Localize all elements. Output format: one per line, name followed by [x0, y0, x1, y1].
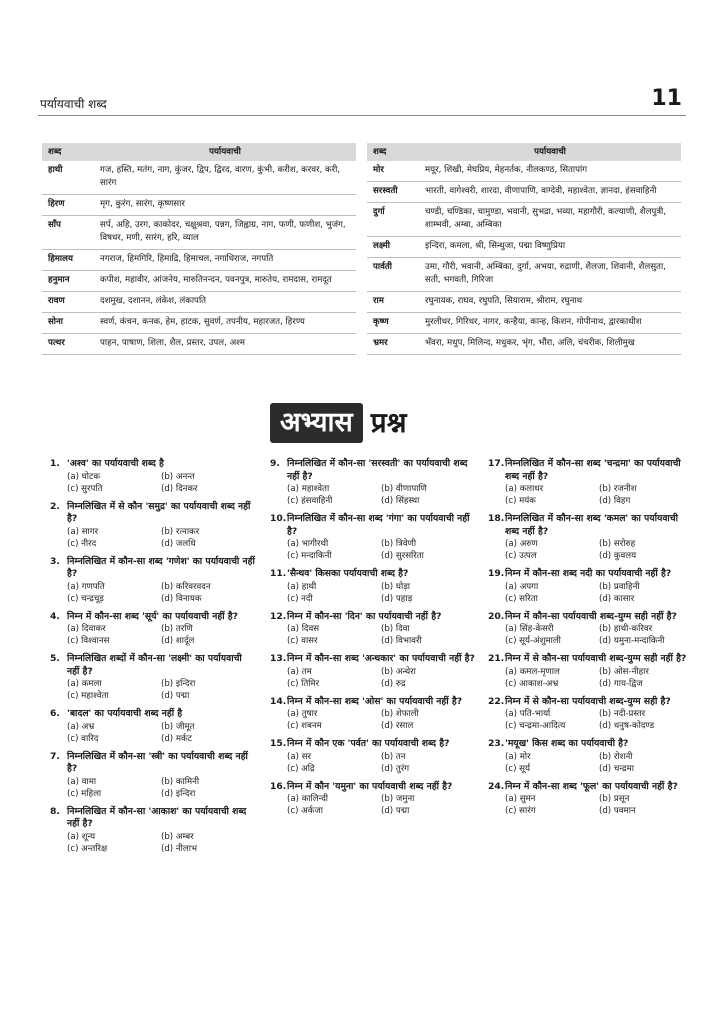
question-stem: निम्नलिखित में कौन-सा 'सरस्वती' का पर्यायवाची शब्द नहीं है?: [287, 458, 468, 482]
answer-option: (b) तन: [381, 751, 406, 762]
question-number: 4.: [50, 610, 60, 622]
answer-option: (d) रुद्र: [381, 678, 406, 689]
word-cell: हिरण: [42, 195, 94, 216]
question-column-1: [50, 458, 255, 861]
answer-option: (d) चन्द्रमा: [599, 763, 634, 774]
question-item: [270, 611, 475, 648]
table-row: [42, 334, 356, 355]
answer-option: (c) नदी: [287, 593, 313, 604]
table-row: [367, 203, 681, 237]
question-item: [50, 806, 255, 855]
table-row: [367, 334, 681, 355]
answer-option: (b) करिवरवदन: [161, 581, 211, 592]
question-stem: निम्नलिखित में कौन-सा शब्द 'चन्द्रमा' का पर्यायवाची शब्द नहीं है?: [505, 458, 681, 482]
word-cell: हनुमान: [42, 271, 94, 292]
answer-options: [488, 623, 693, 647]
word-cell: पत्थर: [42, 334, 94, 355]
question-number: 23.: [488, 738, 505, 749]
answer-option: (b) कामिनी: [161, 776, 200, 787]
answer-option: (d) पहाड़: [381, 593, 413, 604]
answer-option: (c) सरिता: [505, 593, 538, 604]
question-stem: 'अश्व' का पर्यायवाची शब्द है: [67, 458, 164, 469]
table-row: [42, 292, 356, 313]
question-stem: निम्न में कौन-सा शब्द 'फूल' का पर्यायवाची नहीं है?: [505, 780, 678, 792]
word-cell: हाथी: [42, 161, 94, 195]
question-text: [488, 611, 693, 624]
answer-option: (d) पद्मा: [381, 806, 410, 816]
question-text: [270, 611, 475, 624]
answer-option: (a) महाश्वेता: [287, 484, 330, 494]
question-stem: निम्न में से कौन-सा पर्यायवाची शब्द-युग्म सही है?: [505, 695, 671, 707]
answer-option: (a) कलाधर: [505, 484, 544, 494]
question-number: 12.: [270, 610, 287, 622]
column-header-synonym: पर्यायवाची: [94, 143, 356, 161]
question-item: [50, 708, 255, 745]
question-item: [270, 458, 475, 507]
question-stem: 'मयूख' किस शब्द का पर्यायवाची है?: [505, 738, 629, 749]
question-number: 20.: [488, 610, 505, 622]
answer-option: (b) घोड़ा: [381, 581, 411, 592]
word-cell: सरस्वती: [367, 182, 419, 203]
answer-option: (c) मयंक: [505, 496, 536, 506]
word-cell: सोना: [42, 313, 94, 334]
answer-option: (c) सुरपति: [67, 483, 103, 494]
answer-options: [50, 471, 255, 495]
word-cell: पार्वती: [367, 258, 419, 292]
answer-option: (b) त्रिवेणी: [381, 539, 417, 549]
question-column-2: [270, 458, 475, 823]
question-number: 5.: [50, 653, 60, 664]
answer-option: (a) कमल-मृणाल: [505, 666, 560, 677]
word-cell: साँप: [42, 216, 94, 250]
table-row: [42, 250, 356, 271]
question-stem: निम्नलिखित में कौन-सा 'स्त्री' का पर्यायवाची शब्द नहीं है?: [67, 750, 248, 774]
synonyms-cell: भारती, वागेश्वरी, शारदा, वीणापाणि, वाग्देवी, महाश्वेता, ज्ञानदा, हंसवाहिनी: [419, 182, 681, 203]
question-number: 1.: [50, 458, 60, 469]
question-number: 15.: [270, 738, 287, 749]
answer-options: [488, 793, 693, 817]
question-item: [488, 781, 693, 818]
page-number: 11: [651, 86, 682, 111]
answer-option: (c) मन्दाकिनी: [287, 551, 332, 561]
synonyms-cell: चण्डी, चण्डिका, चामुण्डा, भवानी, सुभद्रा, भव्या, महागौरी, कल्याणी, शैलपुत्री, शाम्भवी, अम्बा, अम्बिका: [419, 203, 681, 237]
answer-options: [488, 751, 693, 775]
answer-option: (a) हाथी: [287, 581, 317, 592]
question-number: 7.: [50, 750, 60, 762]
answer-option: (c) सूर्य: [505, 763, 530, 774]
answer-options: [488, 538, 693, 562]
question-stem: 'सैन्धव' किसका पर्यायवाची शब्द है?: [287, 568, 409, 579]
answer-options: [270, 538, 475, 562]
answer-option: (c) महिला: [67, 788, 102, 799]
question-number: 17.: [488, 458, 505, 469]
answer-option: (b) अन्धेरा: [381, 666, 416, 677]
question-text: [50, 611, 255, 624]
question-stem: निम्न में कौन-सा 'दिन' का पर्यायवाची नहीं है?: [287, 610, 442, 622]
synonyms-cell: मृग, कुरंग, सारंग, कृष्णसार: [94, 195, 356, 216]
question-text: [270, 458, 475, 483]
answer-option: (d) कुवलय: [599, 551, 637, 561]
answer-option: (b) अम्बर: [161, 831, 194, 842]
answer-option: (d) सिंहस्था: [381, 496, 420, 506]
question-item: [488, 513, 693, 562]
answer-options: [270, 708, 475, 732]
answer-option: (b) जमुना: [381, 794, 415, 804]
answer-option: (a) दिवस: [287, 624, 320, 634]
question-item: [270, 653, 475, 690]
question-item: [50, 458, 255, 495]
table-row: [367, 258, 681, 292]
question-text: [488, 653, 693, 666]
column-header-word: शब्द: [42, 143, 94, 161]
answer-option: (c) सारंग: [505, 806, 536, 816]
answer-option: (a) घोटक: [67, 471, 100, 482]
question-text: [50, 458, 255, 471]
answer-option: (c) विश्वानस: [67, 636, 110, 646]
answer-option: (d) नीलाभ: [161, 843, 197, 854]
answer-options: [270, 751, 475, 775]
question-item: [488, 653, 693, 690]
answer-options: [488, 483, 693, 507]
table-row: [367, 237, 681, 258]
question-item: [50, 611, 255, 648]
question-number: 8.: [50, 805, 60, 817]
answer-option: (a) तुषार: [287, 709, 318, 719]
question-number: 19.: [488, 568, 505, 579]
question-item: [270, 738, 475, 775]
answer-option: (d) पद्मा: [161, 691, 190, 701]
question-number: 10.: [270, 513, 287, 524]
answer-option: (d) मर्कट: [161, 733, 192, 744]
answer-option: (a) सागर: [67, 526, 99, 537]
question-number: 13.: [270, 653, 287, 664]
table-row: [42, 313, 356, 334]
question-stem: निम्नलिखित में कौन-सा शब्द 'गणेश' का पर्यायवाची नहीं है?: [67, 555, 255, 579]
question-text: [270, 738, 475, 751]
synonyms-cell: इन्दिरा, कमला, श्री, सिन्धुजा, पद्मा विष्णुप्रिया: [419, 237, 681, 258]
synonyms-cell: मयूर, शिखी, मेघप्रिय, मेहनर्तक, नीलकण्ठ, सितापांग: [419, 161, 681, 182]
question-stem: निम्नलिखित में से कौन 'समुद्र' का पर्यायवाची शब्द नहीं है?: [67, 500, 251, 524]
word-cell: रावण: [42, 292, 94, 313]
synonym-table-right: [367, 143, 681, 355]
answer-option: (b) सरोरुह: [599, 539, 636, 549]
question-text: [50, 653, 255, 678]
synonyms-cell: पाहन, पाषाण, शिला, शैल, प्रस्तर, उपल, अश्म: [94, 334, 356, 355]
answer-option: (d) धनुष-कोदण्ड: [599, 721, 655, 731]
answer-options: [270, 666, 475, 690]
answer-options: [50, 526, 255, 550]
answer-option: (a) वामा: [67, 776, 97, 787]
answer-option: (c) अद्रि: [287, 763, 315, 774]
question-item: [50, 751, 255, 800]
table-row: [42, 216, 356, 250]
question-text: [50, 751, 255, 776]
question-number: 18.: [488, 513, 505, 524]
answer-options: [50, 581, 255, 605]
answer-option: (a) दिवाकर: [67, 624, 106, 634]
word-cell: हिमालय: [42, 250, 94, 271]
synonyms-cell: रघुनायक, राघव, रघुपति, सियाराम, श्रीराम, रघुनाथ: [419, 292, 681, 313]
answer-options: [50, 776, 255, 800]
answer-option: (c) वारिद: [67, 733, 99, 744]
question-item: [50, 501, 255, 550]
answer-option: (d) दिनकर: [161, 483, 198, 494]
answer-option: (c) तिमिर: [287, 678, 320, 689]
answer-option: (b) जीमूत: [161, 721, 195, 732]
answer-option: (c) हंसवाहिनी: [287, 496, 333, 506]
answer-option: (b) रजनीश: [599, 484, 637, 494]
answer-options: [270, 483, 475, 507]
question-stem: निम्न में कौन-सा पर्यायवाची शब्द-युग्म सही नहीं है?: [505, 610, 677, 622]
answer-option: (a) मोर: [505, 751, 531, 762]
answer-option: (b) अनन्त: [161, 471, 195, 482]
answer-option: (b) दिवा: [381, 624, 410, 634]
question-number: 9.: [270, 458, 280, 469]
answer-options: [270, 793, 475, 817]
question-text: [50, 708, 255, 721]
word-cell: राम: [367, 292, 419, 313]
answer-option: (b) ओस-नीहार: [599, 666, 649, 677]
question-text: [50, 806, 255, 831]
synonyms-cell: उमा, गौरी, भवानी, अम्बिका, दुर्गा, अभया, रुद्राणी, शैलजा, शिवानी, शैलसुता, सती, भगवती, गिरिजा: [419, 258, 681, 292]
answer-option: (c) उत्पल: [505, 551, 537, 561]
question-stem: निम्न में कौन-सा शब्द 'ओस' का पर्यायवाची नहीं है?: [287, 695, 463, 707]
answer-option: (a) गणपति: [67, 581, 105, 592]
answer-options: [488, 708, 693, 732]
answer-option: (c) अन्तरिक्ष: [67, 843, 108, 854]
word-cell: मोर: [367, 161, 419, 182]
answer-option: (a) कमला: [67, 679, 102, 689]
table-row: [42, 161, 356, 195]
question-text: [488, 568, 693, 581]
answer-option: (b) रत्नाकर: [161, 526, 200, 537]
question-stem: निम्नलिखित में कौन-सा शब्द 'गंगा' का पर्यायवाची नहीं है?: [287, 513, 470, 537]
answer-option: (b) रोशनी: [599, 751, 633, 762]
question-item: [270, 781, 475, 818]
question-stem: निम्न में कौन-सा शब्द 'अन्धकार' का पर्यायवाची नहीं है?: [287, 653, 475, 664]
question-stem: निम्न में कौन-सा शब्द 'सूर्य' का पर्यायवाची नहीं है?: [67, 610, 239, 622]
question-item: [270, 696, 475, 733]
table-row: [42, 271, 356, 292]
table-row: [42, 195, 356, 216]
answer-options: [270, 623, 475, 647]
synonyms-cell: मुरलीधर, गिरिधर, नागर, कन्हैया, कान्ह, किशन, गोपीनाथ, द्वारकाधीश: [419, 313, 681, 334]
synonyms-cell: नगराज, हिमगिरि, हिमाद्रि, हिमाचल, नगाधिराज, नगपति: [94, 250, 356, 271]
word-cell: भ्रमर: [367, 334, 419, 355]
answer-option: (c) चन्द्रमा-आदित्य: [505, 721, 566, 731]
answer-option: (b) नदी-प्रस्तर: [599, 709, 646, 719]
question-item: [488, 696, 693, 733]
answer-options: [488, 666, 693, 690]
answer-options: [270, 581, 475, 605]
answer-option: (d) सुरसरिता: [381, 551, 424, 561]
answer-option: (a) अपगा: [505, 581, 539, 592]
column-header-word: शब्द: [367, 143, 419, 161]
question-item: [488, 611, 693, 648]
question-item: [488, 458, 693, 507]
question-text: [270, 653, 475, 666]
table-row: [367, 182, 681, 203]
question-text: [488, 513, 693, 538]
column-header-synonym: पर्यायवाची: [419, 143, 681, 161]
question-number: 22.: [488, 695, 505, 707]
question-stem: निम्नलिखित में कौन-सा शब्द 'कमल' का पर्यायवाची शब्द नहीं है?: [505, 513, 679, 537]
question-number: 6.: [50, 708, 60, 719]
question-text: [50, 556, 255, 581]
answer-option: (d) विभावरी: [381, 636, 422, 646]
answer-option: (a) सर: [287, 751, 312, 762]
answer-option: (c) सूर्य-अंशुमाली: [505, 636, 561, 646]
answer-option: (d) कासार: [599, 593, 635, 604]
answer-options: [50, 831, 255, 855]
answer-option: (d) रसाल: [381, 721, 414, 731]
answer-option: (a) सिंह-केसरी: [505, 624, 554, 634]
answer-option: (a) पति-भार्या: [505, 709, 551, 719]
question-stem: निम्नलिखित शब्दों में कौन-सा 'लक्ष्मी' का पर्यायवाची नहीं है?: [67, 653, 242, 677]
answer-option: (b) इन्दिरा: [161, 679, 196, 689]
question-item: [270, 513, 475, 562]
answer-option: (b) वीणापाणि: [381, 484, 427, 494]
word-cell: लक्ष्मी: [367, 237, 419, 258]
banner-label-text: प्रश्न: [370, 406, 407, 439]
answer-option: (b) तरणि: [161, 624, 193, 634]
answer-option: (a) कालिन्दी: [287, 794, 329, 804]
synonyms-cell: सर्प, अहि, उरग, काकोदर, चक्षुश्रवा, पन्नग, जिह्वाग्र, नाग, फणी, फणीश, भुजंग, विषधर, मणी, सारंग, हरि, व्याल: [94, 216, 356, 250]
question-text: [488, 696, 693, 709]
answer-option: (d) यमुना-मन्दाकिनी: [599, 636, 665, 646]
question-text: [270, 568, 475, 581]
page-running-title: पर्यायवाची शब्द: [40, 97, 107, 111]
table-row: [367, 161, 681, 182]
question-stem: निम्नलिखित में कौन-सा 'आकाश' का पर्यायवाची शब्द नहीं है?: [67, 805, 247, 829]
answer-option: (d) विहग: [599, 496, 631, 506]
question-number: 14.: [270, 695, 287, 707]
question-text: [488, 458, 693, 483]
answer-option: (a) भागीरथी: [287, 539, 329, 549]
question-item: [270, 568, 475, 605]
question-column-3: [488, 458, 693, 823]
question-text: [488, 781, 693, 794]
question-stem: निम्न में कौन-सा शब्द नदी का पर्यायवाची नहीं है?: [505, 568, 672, 579]
answer-option: (d) पवमान: [599, 806, 636, 816]
question-stem: 'बादल' का पर्यायवाची शब्द नहीं है: [67, 708, 183, 719]
question-stem: निम्न में कौन एक 'पर्वत' का पर्यायवाची शब्द है?: [287, 738, 450, 749]
synonyms-cell: गज, हस्ति, मतंग, नाग, कुंजर, द्विप, द्विरद, वारण, कुंभी, करीश, करवर, करी, सारंग: [94, 161, 356, 195]
answer-option: (a) अरुण: [505, 539, 538, 549]
answer-option: (c) आकाश-अभ्र: [505, 678, 559, 689]
banner-label-box: अभ्यास: [270, 403, 363, 443]
answer-option: (c) नीरद: [67, 538, 97, 549]
question-text: [270, 781, 475, 794]
question-stem: निम्न में कौन 'यमुना' का पर्यायवाची शब्द नहीं है?: [287, 780, 453, 792]
answer-option: (a) शून्य: [67, 831, 96, 842]
word-cell: कृष्ण: [367, 313, 419, 334]
question-item: [488, 568, 693, 605]
answer-option: (b) प्रसून: [599, 794, 630, 804]
question-number: 21.: [488, 653, 505, 664]
answer-option: (d) गाय-द्विज: [599, 678, 643, 689]
word-cell: दुर्गा: [367, 203, 419, 237]
answer-option: (c) शबनम: [287, 721, 322, 731]
synonyms-cell: कपीश, महावीर, आंजनेय, मारुतिनन्दन, पवनपुत्र, मारुतेय, रामदास, रामदूत: [94, 271, 356, 292]
answer-option: (c) महाश्वेता: [67, 691, 109, 701]
question-stem: निम्न में से कौन-सा पर्यायवाची शब्द-युग्म सही नहीं है?: [505, 653, 687, 664]
header-divider: [38, 115, 686, 116]
answer-options: [50, 721, 255, 745]
synonym-table-left: [42, 143, 356, 355]
answer-option: (c) वासर: [287, 636, 318, 646]
answer-option: (d) विनायक: [161, 593, 202, 604]
answer-option: (d) इन्दिरा: [161, 788, 196, 799]
answer-option: (d) तुरंग: [381, 763, 410, 774]
synonyms-cell: स्वर्ण, कंचन, कनक, हेम, हाटक, सुवर्ण, तपनीय, महारजत, हिरण्य: [94, 313, 356, 334]
question-text: [270, 513, 475, 538]
question-number: 11.: [270, 568, 287, 579]
answer-option: (d) जलधि: [161, 538, 196, 549]
question-number: 16.: [270, 780, 287, 792]
answer-option: (a) अभ्र: [67, 721, 95, 732]
question-item: [50, 556, 255, 605]
answer-option: (c) चन्द्रचूड़: [67, 593, 104, 604]
answer-option: (b) प्रवाहिनी: [599, 581, 640, 592]
question-text: [50, 501, 255, 526]
answer-options: [50, 623, 255, 647]
question-number: 2.: [50, 500, 60, 512]
table-row: [367, 313, 681, 334]
table-row: [367, 292, 681, 313]
answer-options: [488, 581, 693, 605]
question-text: [270, 696, 475, 709]
question-item: [50, 653, 255, 702]
answer-option: (a) तम: [287, 666, 312, 677]
answer-option: (b) शेफाली: [381, 709, 419, 719]
answer-option: (c) अर्कजा: [287, 806, 323, 816]
answer-option: (d) शार्दूल: [161, 636, 195, 646]
question-item: [488, 738, 693, 775]
answer-options: [50, 678, 255, 702]
synonyms-cell: दशमुख, दशानन, लंकेश, लंकापति: [94, 292, 356, 313]
question-text: [488, 738, 693, 751]
answer-option: (b) हाथी-करिवर: [599, 624, 653, 634]
section-banner: [270, 403, 407, 443]
question-number: 3.: [50, 555, 60, 567]
answer-option: (a) सुमन: [505, 794, 536, 804]
question-number: 24.: [488, 780, 505, 792]
synonyms-cell: भँवरा, मधुप, मिलिन्द, मधुकर, भृंग, भौंरा, अलि, चंचरीक, शिलीमुख: [419, 334, 681, 355]
